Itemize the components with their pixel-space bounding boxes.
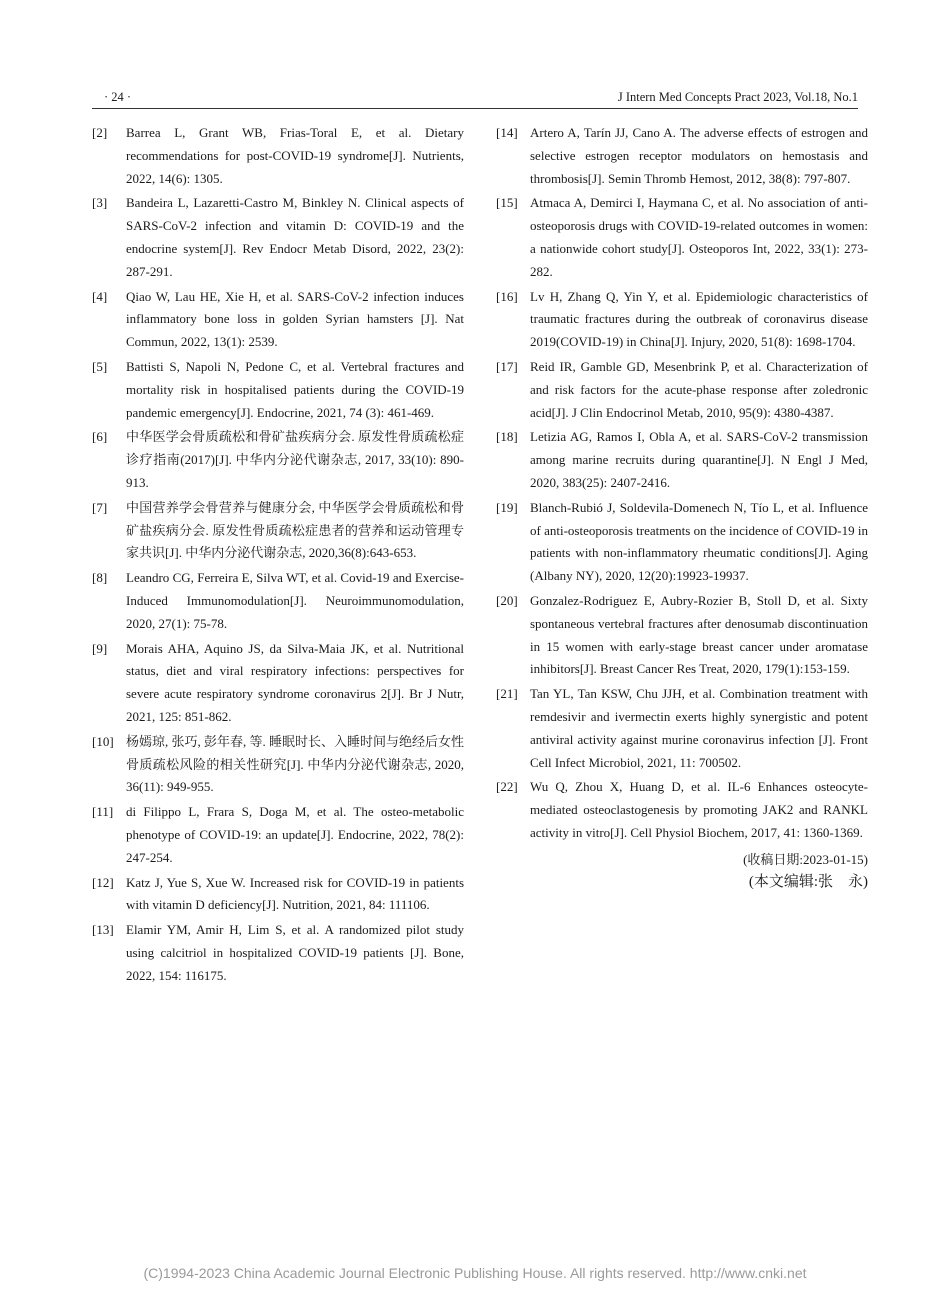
reference-item [92,638,464,729]
page-number: · 24 · [104,90,132,104]
reference-number: [7] [92,499,108,515]
reference-item [496,192,868,283]
reference-number: [18] [496,429,518,445]
reference-text: 杨嫣琼, 张巧, 彭年春, 等. 睡眠时长、入睡时间与绝经后女性骨质疏松风险的相关性研究[J]. 中华内分泌代谢杂志, 2020, 36(11): 949-955. [126,733,465,795]
reference-item [92,426,464,494]
reference-item [92,731,464,799]
reference-item [92,286,464,354]
reference-item [92,919,464,987]
left-reference-column [92,122,464,989]
reference-item [92,497,464,565]
copyright-footer: (C)1994-2023 China Academic Journal Electronic Publishing House. All rights reserved. http://www.cnki.net [143,1265,807,1281]
reference-number: [14] [496,125,518,140]
reference-text: Reid IR, Gamble GD, Mesenbrink P, et al. Characterization of and risk factors for the acute-phase response after zoledronic acid[J]. J Clin Endocrinol Metab, 2010, 95(9): 4380-4387. [530,358,868,420]
reference-text: Bandeira L, Lazaretti-Castro M, Binkley N. Clinical aspects of SARS-CoV-2 infection and vitamin D: COVID-19 and the endocrine system[J]. Rev Endocr Metab Disord, 2022, 23(2): 287-291. [126,195,464,279]
reference-number: [21] [496,686,518,702]
reference-text: Gonzalez-Rodriguez E, Aubry-Rozier B, Stoll D, et al. Sixty spontaneous vertebral fractures after denosumab discontinuation in 15 women with early-stage breast cancer under aromatase inhibitors[J]. Breast Cancer Res Treat, 2020, 179(1):153-159. [530,592,868,677]
reference-item [496,286,868,354]
reference-text: Artero A, Tarín JJ, Cano A. The adverse effects of estrogen and selective estrogen receptor modulators on hemostasis and thrombosis[J]. Semin Thromb Hemost, 2012, 38(8): 797-807. [530,125,868,186]
reference-text: Battisti S, Napoli N, Pedone C, et al. Vertebral fractures and mortality risk in hospitalised patients during the COVID-19 pandemic emergency[J]. Endocrine, 2021, 74 (3): 461-469. [126,358,464,420]
running-header [92,90,858,109]
reference-item [496,426,868,494]
reference-text: Letizia AG, Ramos I, Obla A, et al. SARS-CoV-2 transmission among marine recruits during quarantine[J]. N Engl J Med, 2020, 383(25): 2407-2416. [530,429,868,490]
reference-number: [6] [92,429,108,445]
reference-number: [3] [92,195,108,211]
reference-number: [17] [496,358,518,374]
reference-text: Barrea L, Grant WB, Frias-Toral E, et al. Dietary recommendations for post-COVID-19 syndrome[J]. Nutrients, 2022, 14(6): 1305. [126,125,464,186]
reference-item [92,801,464,869]
reference-number: [22] [496,779,518,795]
reference-number: [8] [92,570,108,586]
reference-text: Tan YL, Tan KSW, Chu JJH, et al. Combination treatment with remdesivir and ivermectin exerts highly synergistic and potent antiviral activity against murine coronavirus infection [J]. Front Cell Infect Microbiol, 2021, 11: 700502. [530,686,868,770]
editor-credit: (本文编辑:张 永) [748,873,868,890]
reference-text: 中国营养学会骨营养与健康分会, 中华医学会骨质疏松和骨矿盐疾病分会. 原发性骨质疏松症患者的营养和运动管理专家共识[J]. 中华内分泌代谢杂志, 2020,36(8):643-653. [126,499,464,561]
reference-item [496,590,868,681]
reference-item [496,776,868,844]
reference-number: [4] [92,288,108,304]
reference-number: [16] [496,288,518,304]
article-meta [496,849,868,893]
reference-text: Wu Q, Zhou X, Huang D, et al. IL-6 Enhances osteocyte-mediated osteoclastogenesis by promoting JAK2 and RANKL activity in vitro[J]. Cell Physiol Biochem, 2017, 41: 1360-1369. [530,779,868,840]
reference-item [496,683,868,774]
reference-number: [11] [92,804,114,820]
journal-citation: J Intern Med Concepts Pract 2023, Vol.18, No.1 [617,90,858,104]
reference-number: [15] [496,195,518,211]
received-date: (收稿日期:2023-01-15) [743,851,868,867]
reference-text: 中华医学会骨质疏松和骨矿盐疾病分会. 原发性骨质疏松症诊疗指南(2017)[J]. 中华内分泌代谢杂志, 2017, 33(10): 890-913. [126,429,464,490]
right-reference-column [496,122,868,893]
reference-number: [10] [92,733,114,749]
reference-item [92,192,464,283]
reference-item [92,567,464,635]
reference-number: [19] [496,499,518,515]
reference-text: Morais AHA, Aquino JS, da Silva-Maia JK, et al. Nutritional status, diet and viral respiratory infections: perspectives for severe acute respiratory syndrome coronavirus 2[J]. Br J Nutr, 2021, 125: 851-862. [126,640,464,724]
reference-number: [12] [92,874,114,890]
reference-text: Leandro CG, Ferreira E, Silva WT, et al. Covid-19 and Exercise-Induced Immunomodulation[J]. Neuroimmunomodulation, 2020, 27(1): 75-78. [126,570,464,631]
reference-item [496,497,868,588]
reference-text: Lv H, Zhang Q, Yin Y, et al. Epidemiologic characteristics of traumatic fractures during the outbreak of coronavirus disease 2019(COVID-19) in China[J]. Injury, 2020, 51(8): 1698-1704. [530,288,868,350]
reference-text: Atmaca A, Demirci I, Haymana C, et al. No association of anti-osteoporosis drugs with COVID-19-related outcomes in women: a nationwide cohort study[J]. Osteoporos Int, 2022, 33(1): 273-282. [530,195,868,279]
reference-item [92,356,464,424]
reference-item [496,122,868,190]
reference-number: [5] [92,358,108,374]
reference-text: Blanch-Rubió J, Soldevila-Domenech N, Tío L, et al. Influence of anti-osteoporosis treatments on the incidence of COVID-19 in patients with non-inflammatory rheumatic conditions[J]. Aging (Albany NY), 2020, 12(20):19923-19937. [530,499,868,584]
reference-number: [13] [92,922,114,938]
reference-item [92,122,464,190]
reference-item [92,872,464,918]
reference-text: Katz J, Yue S, Xue W. Increased risk for COVID-19 in patients with vitamin D deficiency[J]. Nutrition, 2021, 84: 111106. [126,874,464,913]
reference-number: [9] [92,640,108,656]
reference-number: [20] [496,592,518,608]
reference-text: di Filippo L, Frara S, Doga M, et al. The osteo-metabolic phenotype of COVID-19: an update[J]. Endocrine, 2022, 78(2): 247-254. [126,804,464,865]
reference-text: Qiao W, Lau HE, Xie H, et al. SARS-CoV-2 infection induces inflammatory bone loss in golden Syrian hamsters [J]. Nat Commun, 2022, 13(1): 2539. [126,288,464,350]
reference-number: [2] [92,125,108,140]
reference-item [496,356,868,424]
reference-text: Elamir YM, Amir H, Lim S, et al. A randomized pilot study using calcitriol in hospitalized COVID-19 patients [J]. Bone, 2022, 154: 116175. [126,922,464,983]
